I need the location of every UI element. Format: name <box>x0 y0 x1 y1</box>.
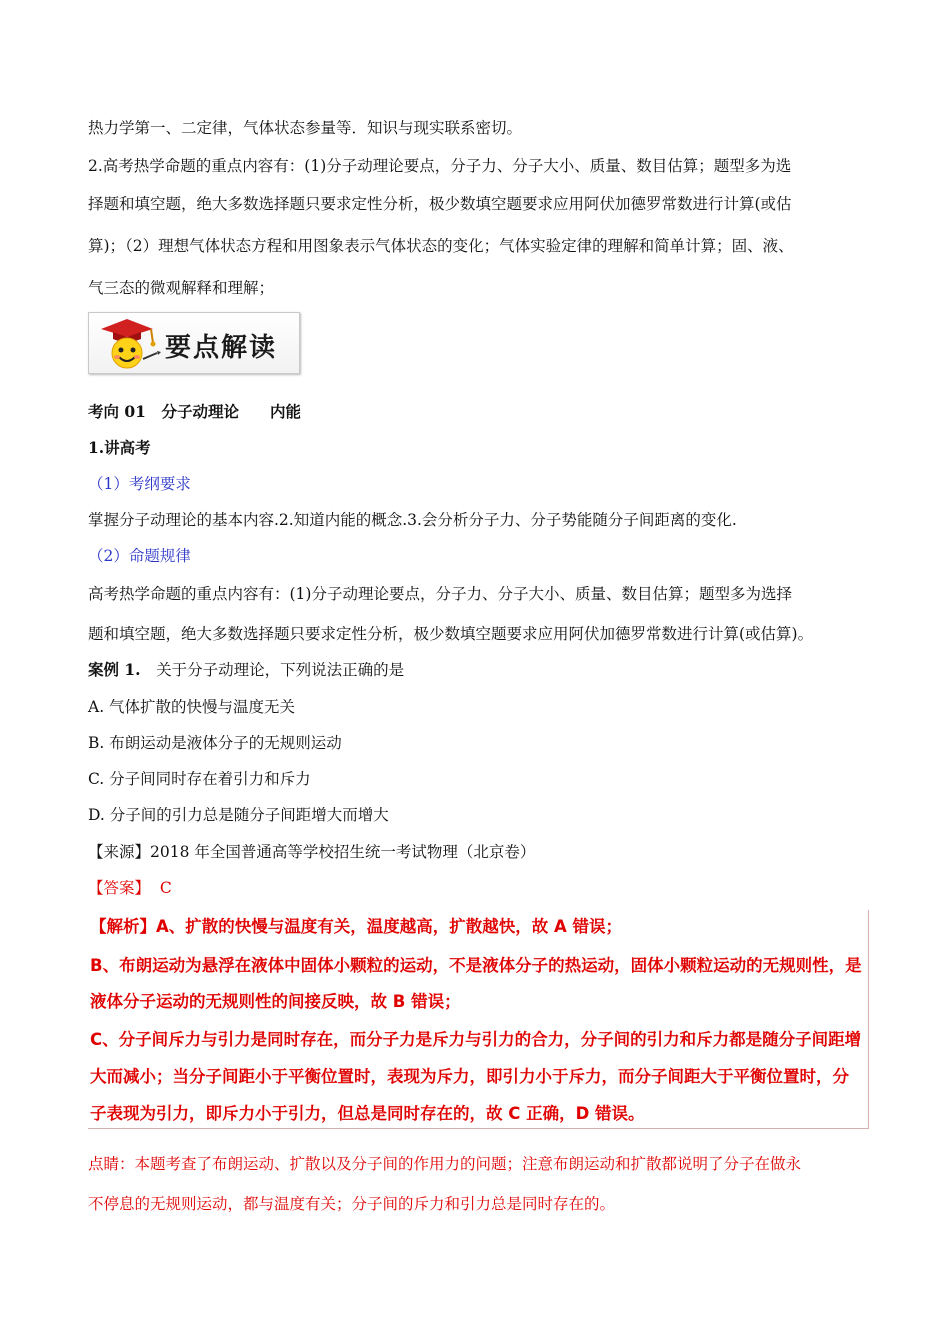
answer-label: 【答案】 <box>88 879 151 897</box>
analysis-line-1: 【解析】A、扩散的快慢与温度有关，温度越高，扩散越快，故 A 错误； <box>90 917 623 936</box>
rule-text-1: 高考热学命题的重点内容有：(1)分子动理论要点，分子力、分子大小、质量、数目估算；题型多为选择 <box>88 585 792 603</box>
case-label: 案例 1. <box>88 660 141 679</box>
case-question-text: 关于分子动理论，下列说法正确的是 <box>140 661 405 679</box>
analysis-box <box>88 910 869 1129</box>
requirement-label: （1）考纲要求 <box>88 475 191 493</box>
answer-line <box>88 878 172 898</box>
intro-line-4: 算)；（2）理想气体状态方程和用图象表示气体状态的变化；气体实验定律的理解和简单计算；固、液、 <box>88 237 794 255</box>
section-subheading: 1.讲高考 <box>88 438 151 457</box>
analysis-line-4: C、分子间斥力与引力是同时存在，而分子力是斥力与引力的合力，分子间的引力和斥力都是随分子间距增 <box>90 1030 862 1049</box>
rule-text-2: 题和填空题，绝大多数选择题只要求定性分析，极少数填空题要求应用阿伏加德罗常数进行计算(或估算)。 <box>88 625 814 643</box>
option-b: B. 布朗运动是液体分子的无规则运动 <box>88 734 342 752</box>
requirement-text: 掌握分子动理论的基本内容.2.知道内能的概念.3.会分析分子力、分子势能随分子间距离的变化. <box>88 511 737 529</box>
intro-line-1: 热力学第一、二定律，气体状态参量等．知识与现实联系密切。 <box>88 119 523 137</box>
option-a: A. 气体扩散的快慢与温度无关 <box>88 698 296 716</box>
banner-title: 要点解读 <box>165 333 278 363</box>
analysis-line-5: 大而减小；当分子间距小于平衡位置时，表现为斥力，即引力小于斥力，而分子间距大于平衡位置时，分 <box>90 1067 849 1086</box>
analysis-line-3: 液体分子运动的无规则性的间接反映，故 B 错误； <box>90 992 461 1011</box>
section-heading: 考向 01 分子动理论 内能 <box>88 402 301 421</box>
analysis-line-6: 子表现为引力，即斥力小于引力，但总是同时存在的，故 C 正确，D 错误。 <box>90 1104 645 1123</box>
case-question <box>88 660 404 680</box>
option-c: C. 分子间同时存在着引力和斥力 <box>88 770 311 788</box>
source-line: 【来源】2018 年全国普通高等学校招生统一考试物理（北京卷） <box>88 843 536 861</box>
option-d: D. 分子间的引力总是随分子间距增大而增大 <box>88 806 389 824</box>
intro-line-3: 择题和填空题，绝大多数选择题只要求定性分析，极少数填空题要求应用阿伏加德罗常数进行计算(或估 <box>88 195 792 213</box>
answer-value: C <box>159 879 172 897</box>
rule-label: （2）命题规律 <box>88 547 191 565</box>
analysis-line-2: B、布朗运动为悬浮在液体中固体小颗粒的运动，不是液体分子的热运动，固体小颗粒运动的无规则性，是 <box>90 956 862 975</box>
graduation-smiley-icon <box>93 315 163 371</box>
comment-line-2: 不停息的无规则运动，都与温度有关；分子间的斥力和引力总是同时存在的。 <box>88 1195 616 1213</box>
intro-line-2: 2.高考热学命题的重点内容有：(1)分子动理论要点，分子力、分子大小、质量、数目估算；题型多为选 <box>88 157 792 175</box>
key-points-banner <box>88 312 300 374</box>
comment-line-1: 点睛：本题考查了布朗运动、扩散以及分子间的作用力的问题；注意布朗运动和扩散都说明了分子在做永 <box>88 1155 802 1173</box>
intro-line-5: 气三态的微观解释和理解； <box>88 279 275 297</box>
